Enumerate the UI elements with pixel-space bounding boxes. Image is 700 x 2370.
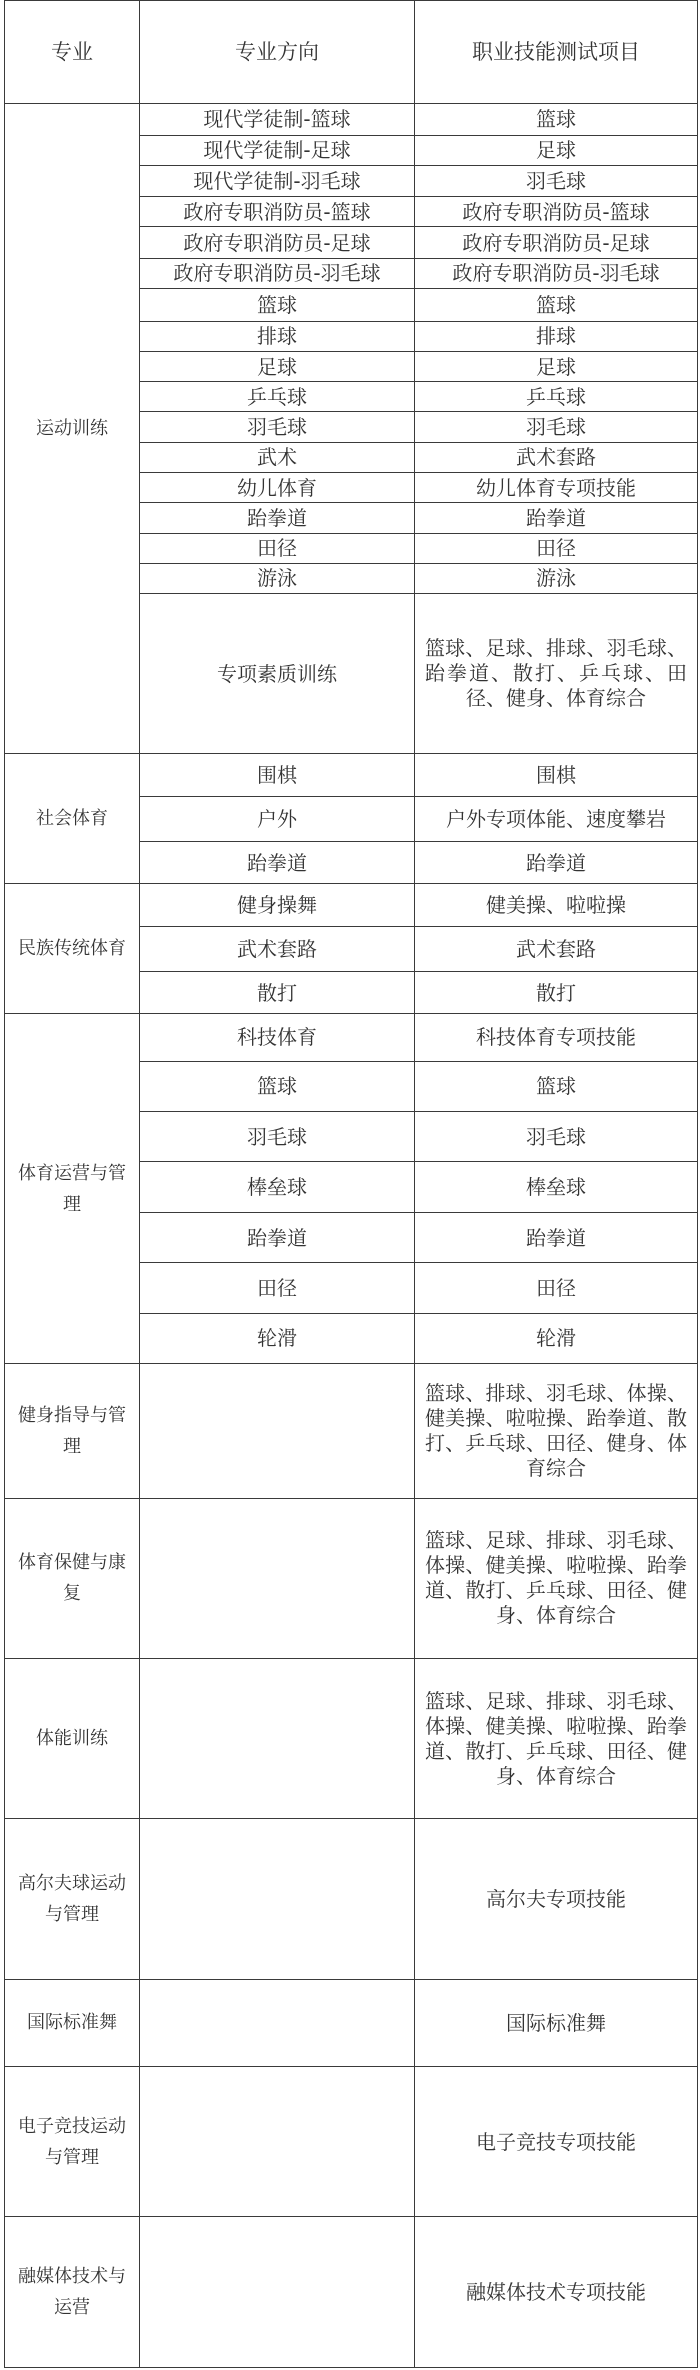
direction-cell: 羽毛球: [140, 1111, 415, 1161]
test-cell: 跆拳道: [415, 841, 698, 884]
test-cell: 篮球: [415, 104, 698, 135]
direction-cell: 足球: [140, 351, 415, 381]
table-row: [5, 1498, 698, 1658]
test-items-table: [4, 0, 698, 2368]
test-cell: 政府专职消防员-羽毛球: [415, 258, 698, 288]
direction-cell: 政府专职消防员-篮球: [140, 197, 415, 227]
test-cell: 武术套路: [415, 442, 698, 472]
direction-cell: [140, 2217, 415, 2368]
test-cell: 田径: [415, 533, 698, 563]
direction-cell: 户外: [140, 796, 415, 841]
direction-cell: 政府专职消防员-羽毛球: [140, 258, 415, 288]
major-cell: 电子竞技运动与管理: [5, 2067, 140, 2217]
test-cell: 篮球、排球、羽毛球、体操、健美操、啦啦操、跆拳道、散打、乒乓球、田径、健身、体育综合: [415, 1364, 698, 1499]
major-cell: 高尔夫球运动与管理: [5, 1819, 140, 1979]
test-cell: 跆拳道: [415, 1212, 698, 1262]
test-cell: 跆拳道: [415, 503, 698, 533]
header-test: 职业技能测试项目: [415, 1, 698, 104]
direction-cell: 科技体育: [140, 1014, 415, 1061]
direction-cell: 田径: [140, 1263, 415, 1313]
direction-cell: 乒乓球: [140, 382, 415, 412]
test-cell: 棒垒球: [415, 1162, 698, 1212]
test-cell: 游泳: [415, 563, 698, 593]
direction-cell: 健身操舞: [140, 884, 415, 927]
direction-cell: [140, 1364, 415, 1499]
direction-cell: 专项素质训练: [140, 594, 415, 754]
test-cell: 政府专职消防员-篮球: [415, 197, 698, 227]
table-row: [5, 754, 698, 797]
test-cell: 围棋: [415, 754, 698, 797]
test-cell: 幼儿体育专项技能: [415, 472, 698, 502]
direction-cell: 羽毛球: [140, 412, 415, 442]
direction-cell: 跆拳道: [140, 1212, 415, 1262]
test-cell: 武术套路: [415, 926, 698, 971]
test-cell: 国际标准舞: [415, 1979, 698, 2066]
table-row: [5, 1659, 698, 1819]
direction-cell: 篮球: [140, 289, 415, 322]
test-cell: 乒乓球: [415, 382, 698, 412]
test-cell: 电子竞技专项技能: [415, 2067, 698, 2217]
direction-cell: 篮球: [140, 1061, 415, 1111]
header-direction: 专业方向: [140, 1, 415, 104]
table-body: [5, 1, 698, 2368]
direction-cell: 轮滑: [140, 1313, 415, 1363]
test-cell: 高尔夫专项技能: [415, 1819, 698, 1979]
test-cell: 羽毛球: [415, 1111, 698, 1161]
test-cell: 科技体育专项技能: [415, 1014, 698, 1061]
test-cell: 融媒体技术专项技能: [415, 2217, 698, 2368]
test-cell: 篮球、足球、排球、羽毛球、跆拳道、散打、乒乓球、田径、健身、体育综合: [415, 594, 698, 754]
direction-cell: 排球: [140, 321, 415, 351]
direction-cell: 跆拳道: [140, 503, 415, 533]
table-row: [5, 884, 698, 927]
test-cell: 羽毛球: [415, 165, 698, 196]
major-cell: 体育运营与管理: [5, 1014, 140, 1364]
major-cell: 体能训练: [5, 1659, 140, 1819]
table-row: [5, 1979, 698, 2066]
direction-cell: 跆拳道: [140, 841, 415, 884]
direction-cell: [140, 1979, 415, 2066]
direction-cell: 政府专职消防员-足球: [140, 227, 415, 258]
test-cell: 篮球、足球、排球、羽毛球、体操、健美操、啦啦操、跆拳道、散打、乒乓球、田径、健身、体育综合: [415, 1498, 698, 1658]
test-cell: 户外专项体能、速度攀岩: [415, 796, 698, 841]
direction-cell: 游泳: [140, 563, 415, 593]
direction-cell: 棒垒球: [140, 1162, 415, 1212]
test-cell: 排球: [415, 321, 698, 351]
table-row: [5, 104, 698, 135]
major-cell: 健身指导与管理: [5, 1364, 140, 1499]
major-cell: 融媒体技术与运营: [5, 2217, 140, 2368]
test-cell: 政府专职消防员-足球: [415, 227, 698, 258]
test-cell: 篮球、足球、排球、羽毛球、体操、健美操、啦啦操、跆拳道、散打、乒乓球、田径、健身、体育综合: [415, 1659, 698, 1819]
direction-cell: 幼儿体育: [140, 472, 415, 502]
direction-cell: 武术套路: [140, 926, 415, 971]
direction-cell: 武术: [140, 442, 415, 472]
table-row: [5, 2217, 698, 2368]
test-cell: 田径: [415, 1263, 698, 1313]
major-cell: 体育保健与康复: [5, 1498, 140, 1658]
major-cell: 社会体育: [5, 754, 140, 884]
direction-cell: [140, 2067, 415, 2217]
test-cell: 篮球: [415, 289, 698, 322]
table-row: [5, 1364, 698, 1499]
direction-cell: 现代学徒制-足球: [140, 135, 415, 165]
direction-cell: 现代学徒制-羽毛球: [140, 165, 415, 196]
major-cell: 民族传统体育: [5, 884, 140, 1014]
test-cell: 健美操、啦啦操: [415, 884, 698, 927]
table-row: [5, 1819, 698, 1979]
major-cell: 国际标准舞: [5, 1979, 140, 2066]
direction-cell: [140, 1819, 415, 1979]
test-cell: 轮滑: [415, 1313, 698, 1363]
table-row: [5, 2067, 698, 2217]
direction-cell: [140, 1498, 415, 1658]
test-cell: 足球: [415, 135, 698, 165]
test-cell: 散打: [415, 971, 698, 1014]
direction-cell: 散打: [140, 971, 415, 1014]
major-cell: 运动训练: [5, 104, 140, 754]
header-row: [5, 1, 698, 104]
table-row: [5, 1014, 698, 1061]
direction-cell: 现代学徒制-篮球: [140, 104, 415, 135]
direction-cell: 围棋: [140, 754, 415, 797]
header-major: 专业: [5, 1, 140, 104]
test-cell: 羽毛球: [415, 412, 698, 442]
direction-cell: 田径: [140, 533, 415, 563]
direction-cell: [140, 1659, 415, 1819]
test-cell: 足球: [415, 351, 698, 381]
test-cell: 篮球: [415, 1061, 698, 1111]
